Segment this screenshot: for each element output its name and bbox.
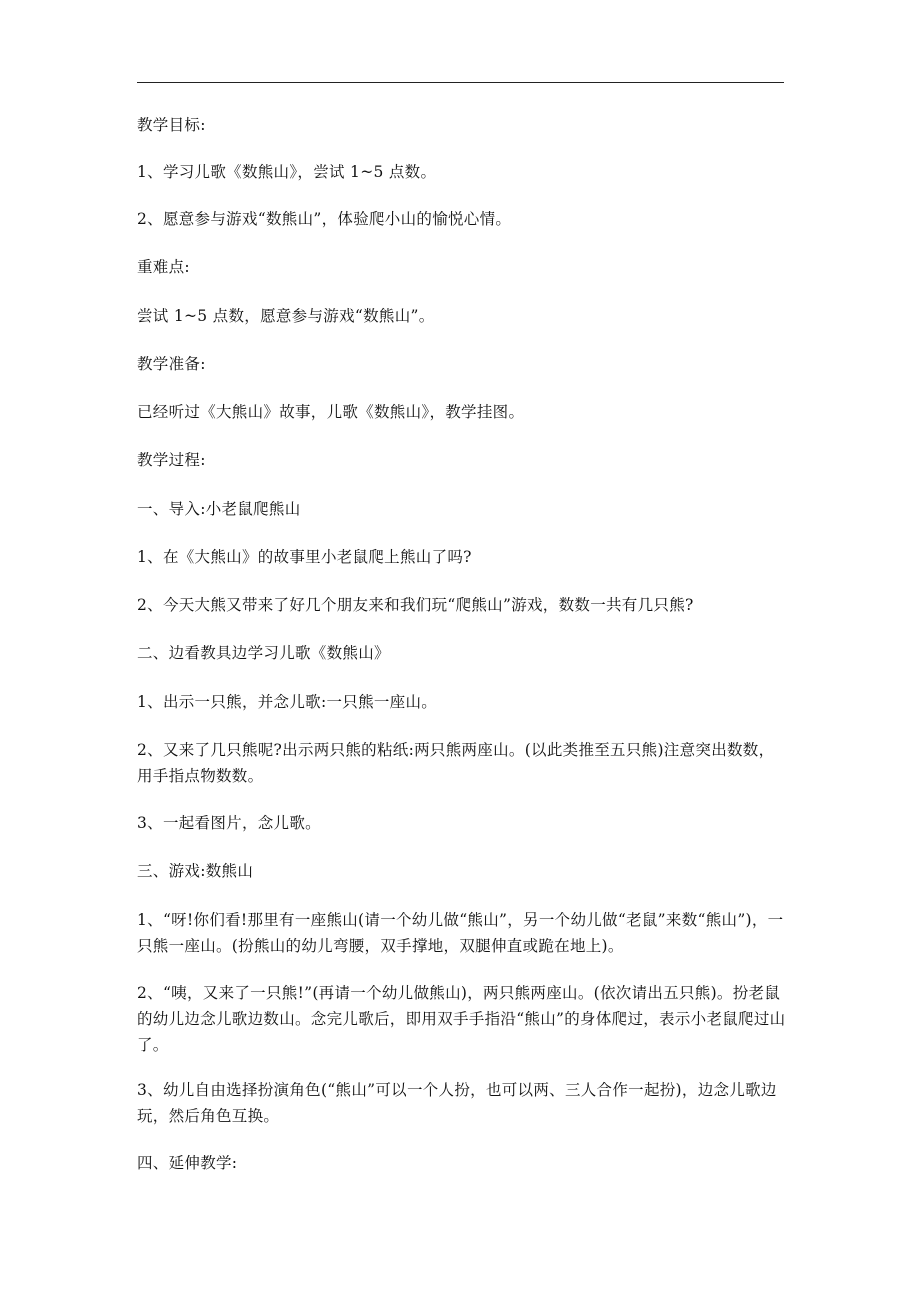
step-heading-learn-song: 二、边看教具边学习儿歌《数熊山》 — [137, 644, 390, 662]
intro-item-2: 2、今天大熊又带来了好几个朋友来和我们玩“爬熊山”游戏，数数一共有几只熊? — [137, 596, 694, 614]
section-heading-process: 教学过程: — [137, 451, 206, 469]
preparation-text: 已经听过《大熊山》故事，儿歌《数熊山》，教学挂图。 — [137, 403, 525, 421]
game-item-3: 3、幼儿自由选择扮演角色(“熊山”可以一个人扮，也可以两、三人合作一起扮)，边念儿歌边玩，然后角色互换。 — [137, 1081, 777, 1125]
step-heading-extension: 四、延伸教学: — [137, 1154, 238, 1172]
game-item-2: 2、“咦，又来了一只熊!”(再请一个幼儿做熊山)，两只熊两座山。(依次请出五只熊)。扮老鼠的幼儿边念儿歌边数山。念完儿歌后，即用双手手指沿“熊山”的身体爬过，表示小老鼠爬过山了。 — [137, 984, 786, 1054]
step-heading-intro: 一、导入:小老鼠爬熊山 — [137, 500, 301, 518]
objective-item-2: 2、愿意参与游戏“数熊山”，体验爬小山的愉悦心情。 — [137, 210, 512, 228]
game-item-1: 1、“呀!你们看!那里有一座熊山(请一个幼儿做“熊山”，另一个幼儿做“老鼠”来数“熊山”)，一只熊一座山。(扮熊山的幼儿弯腰，双手撑地，双腿伸直或跪在地上)。 — [137, 911, 784, 955]
learn-song-item-2: 2、又来了几只熊呢?出示两只熊的粘纸:两只熊两座山。(以此类推至五只熊)注意突出数数，用手指点物数数。 — [137, 741, 775, 785]
step-heading-game: 三、游戏:数熊山 — [137, 862, 254, 880]
key-points-text: 尝试 1~5 点数，愿意参与游戏“数熊山”。 — [137, 307, 435, 325]
section-heading-preparation: 教学准备: — [137, 355, 206, 373]
section-heading-key-points: 重难点: — [137, 258, 190, 276]
intro-item-1: 1、在《大熊山》的故事里小老鼠爬上熊山了吗? — [137, 548, 472, 566]
header-rule — [137, 82, 784, 83]
objective-item-1: 1、学习儿歌《数熊山》，尝试 1~5 点数。 — [137, 163, 437, 181]
learn-song-item-1: 1、出示一只熊，并念儿歌:一只熊一座山。 — [137, 693, 438, 711]
learn-song-item-3: 3、一起看图片，念儿歌。 — [137, 814, 321, 832]
section-heading-objectives: 教学目标: — [137, 116, 206, 134]
